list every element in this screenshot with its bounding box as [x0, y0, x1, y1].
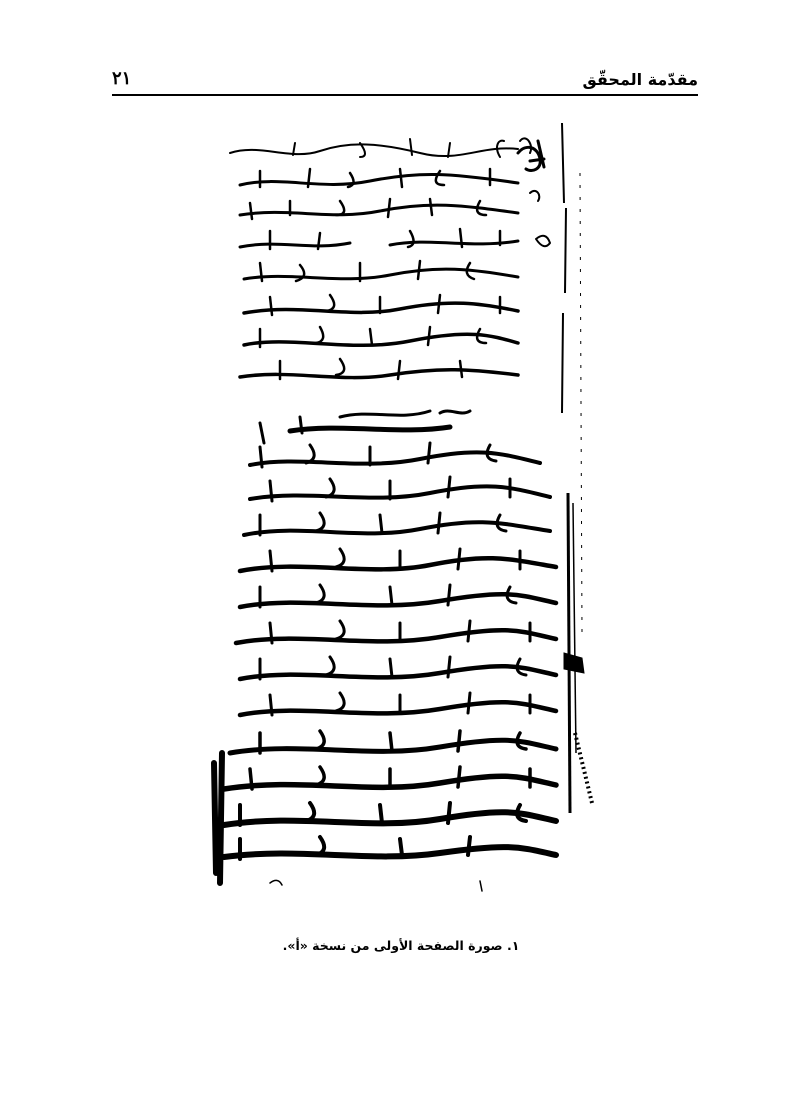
handwritten-text — [214, 138, 556, 891]
gutter-marks — [562, 123, 592, 813]
page-number: ٢١ — [112, 68, 132, 89]
figure-caption: ١. صورة الصفحة الأولى من نسخة «أ». — [282, 938, 520, 953]
section-title: مقدّمة المحقّق — [582, 70, 698, 89]
manuscript-image — [200, 113, 595, 895]
running-header — [112, 62, 698, 96]
header-rule — [112, 94, 698, 96]
